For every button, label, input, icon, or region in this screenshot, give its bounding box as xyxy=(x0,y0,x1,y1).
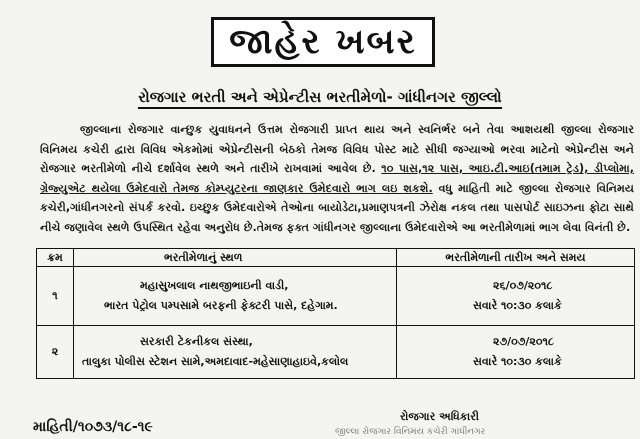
place-line1: મહાસુખલાલ નાથજીભાઇની વાડી, xyxy=(140,279,289,292)
row-datetime xyxy=(397,326,635,379)
header-place: ભરતીમેળાનું સ્થળ xyxy=(74,249,397,267)
body-eligibility: ૧૦ પાસ,૧૨ પાસ, આઇ.ટી.આઇ(તમામ ટ્રેડ), ડીપ્લોમા, ગ્રેજ્યુએટ થયેલા ઉમેદવારો તેમજ કોમ્પ્યુટરના જાણકાર ઉમેદવારો ભાગ લઇ શકશે. xyxy=(40,162,634,195)
notice-body xyxy=(40,120,634,237)
row-time: સવારે ૧૦:૩૦ કલાકે xyxy=(473,355,562,368)
header-datetime: ભરતીમેળાની તારીખ અને સમય xyxy=(397,249,635,267)
row-datetime xyxy=(397,267,635,326)
officer-title: રોજગાર અધિકારી xyxy=(400,410,480,423)
body-part2: વધુ માહિતી માટે જીલ્લા રોજગાર વિનિમય કચેરી,ગાંધીનગરનો સંપર્ક કરવો. ઇચ્છુક ઉમેદવારોએ તેઓના બાયોડેટા,પ્રમાણપત્રની ઝેરોક્ષ નકલ તથા પાસપોર્ટ સાઇઝના ફોટા સાથે નીચે જણાવેલ સ્થળે ઉપસ્થિત રહેવા અનુરોધ છે.તેમજ ફક્ત ગાંધીનગર જીલ્લાના ઉમેદવારોએ આ ભરતીમેળામાં ભાગ લેવા વિનંતી છે. xyxy=(40,181,635,234)
place-line2: ભારત પેટ્રોલ પમ્પસામે બરફની ફેક્ટરી પાસે, દહેગામ. xyxy=(104,299,338,312)
table-header-row xyxy=(37,249,635,267)
reference-number: માહિતી/૧૦૭૩/૧૮-૧૯ xyxy=(33,419,153,435)
subheading-text: રોજગાર ભરતી અને એપ્રેન્ટીસ ભરતીમેળો- ગાંધીનગર જીલ્લો xyxy=(138,88,501,109)
notice-subheading xyxy=(0,89,640,106)
table-row xyxy=(37,267,635,326)
table-row xyxy=(37,326,635,379)
row-place xyxy=(74,267,397,326)
header-num: ક્રમ xyxy=(37,249,74,267)
place-line1: સરકારી ટેકનીકલ સંસ્થા, xyxy=(140,335,253,348)
row-num: ૨ xyxy=(37,326,74,379)
place-line2: તાલુકા પોલીસ સ્ટેશન સામે,અમદાવાદ-મહેસાણાહાઇવે,કલોલ xyxy=(82,355,349,368)
row-date: ૨૬/૦૭/૨૦૧૮ xyxy=(493,279,553,292)
schedule-table xyxy=(36,248,635,379)
office-name: જીલ્લા રોજગાર વિનિમય કચેરી ગાંધીનગર xyxy=(335,427,486,437)
row-time: સવારે ૧૦:૩૦ કલાકે xyxy=(473,299,562,312)
notice-heading: જાહેર ખબર xyxy=(211,17,435,67)
body-part1: જીલ્લાના રોજગાર વાન્છુક યુવાધનને ઉત્તમ રોજગારી પ્રાપ્ત થાય અને સ્વનિર્ભર બને તેવા આશયથી જીલ્લા રોજગાર વિનિમય કચેરી દ્વારા વિવિધ એકમોમાં એપ્રેન્ટીસની બેઠકો તેમજ વિવિધ પોસ્ટ માટે સીધી જગ્યાઓ ભરવા માટેનો એપ્રેન્ટીસ અને રોજગાર ભરતીમેળો નીચે દર્શાવેલ સ્થળે અને તારીખે રાખવામાં આવેલ છે. xyxy=(40,123,634,175)
row-date: ૨૭/૦૭/૨૦૧૮ xyxy=(493,335,554,348)
row-num: ૧ xyxy=(37,267,74,326)
row-place xyxy=(74,326,397,379)
